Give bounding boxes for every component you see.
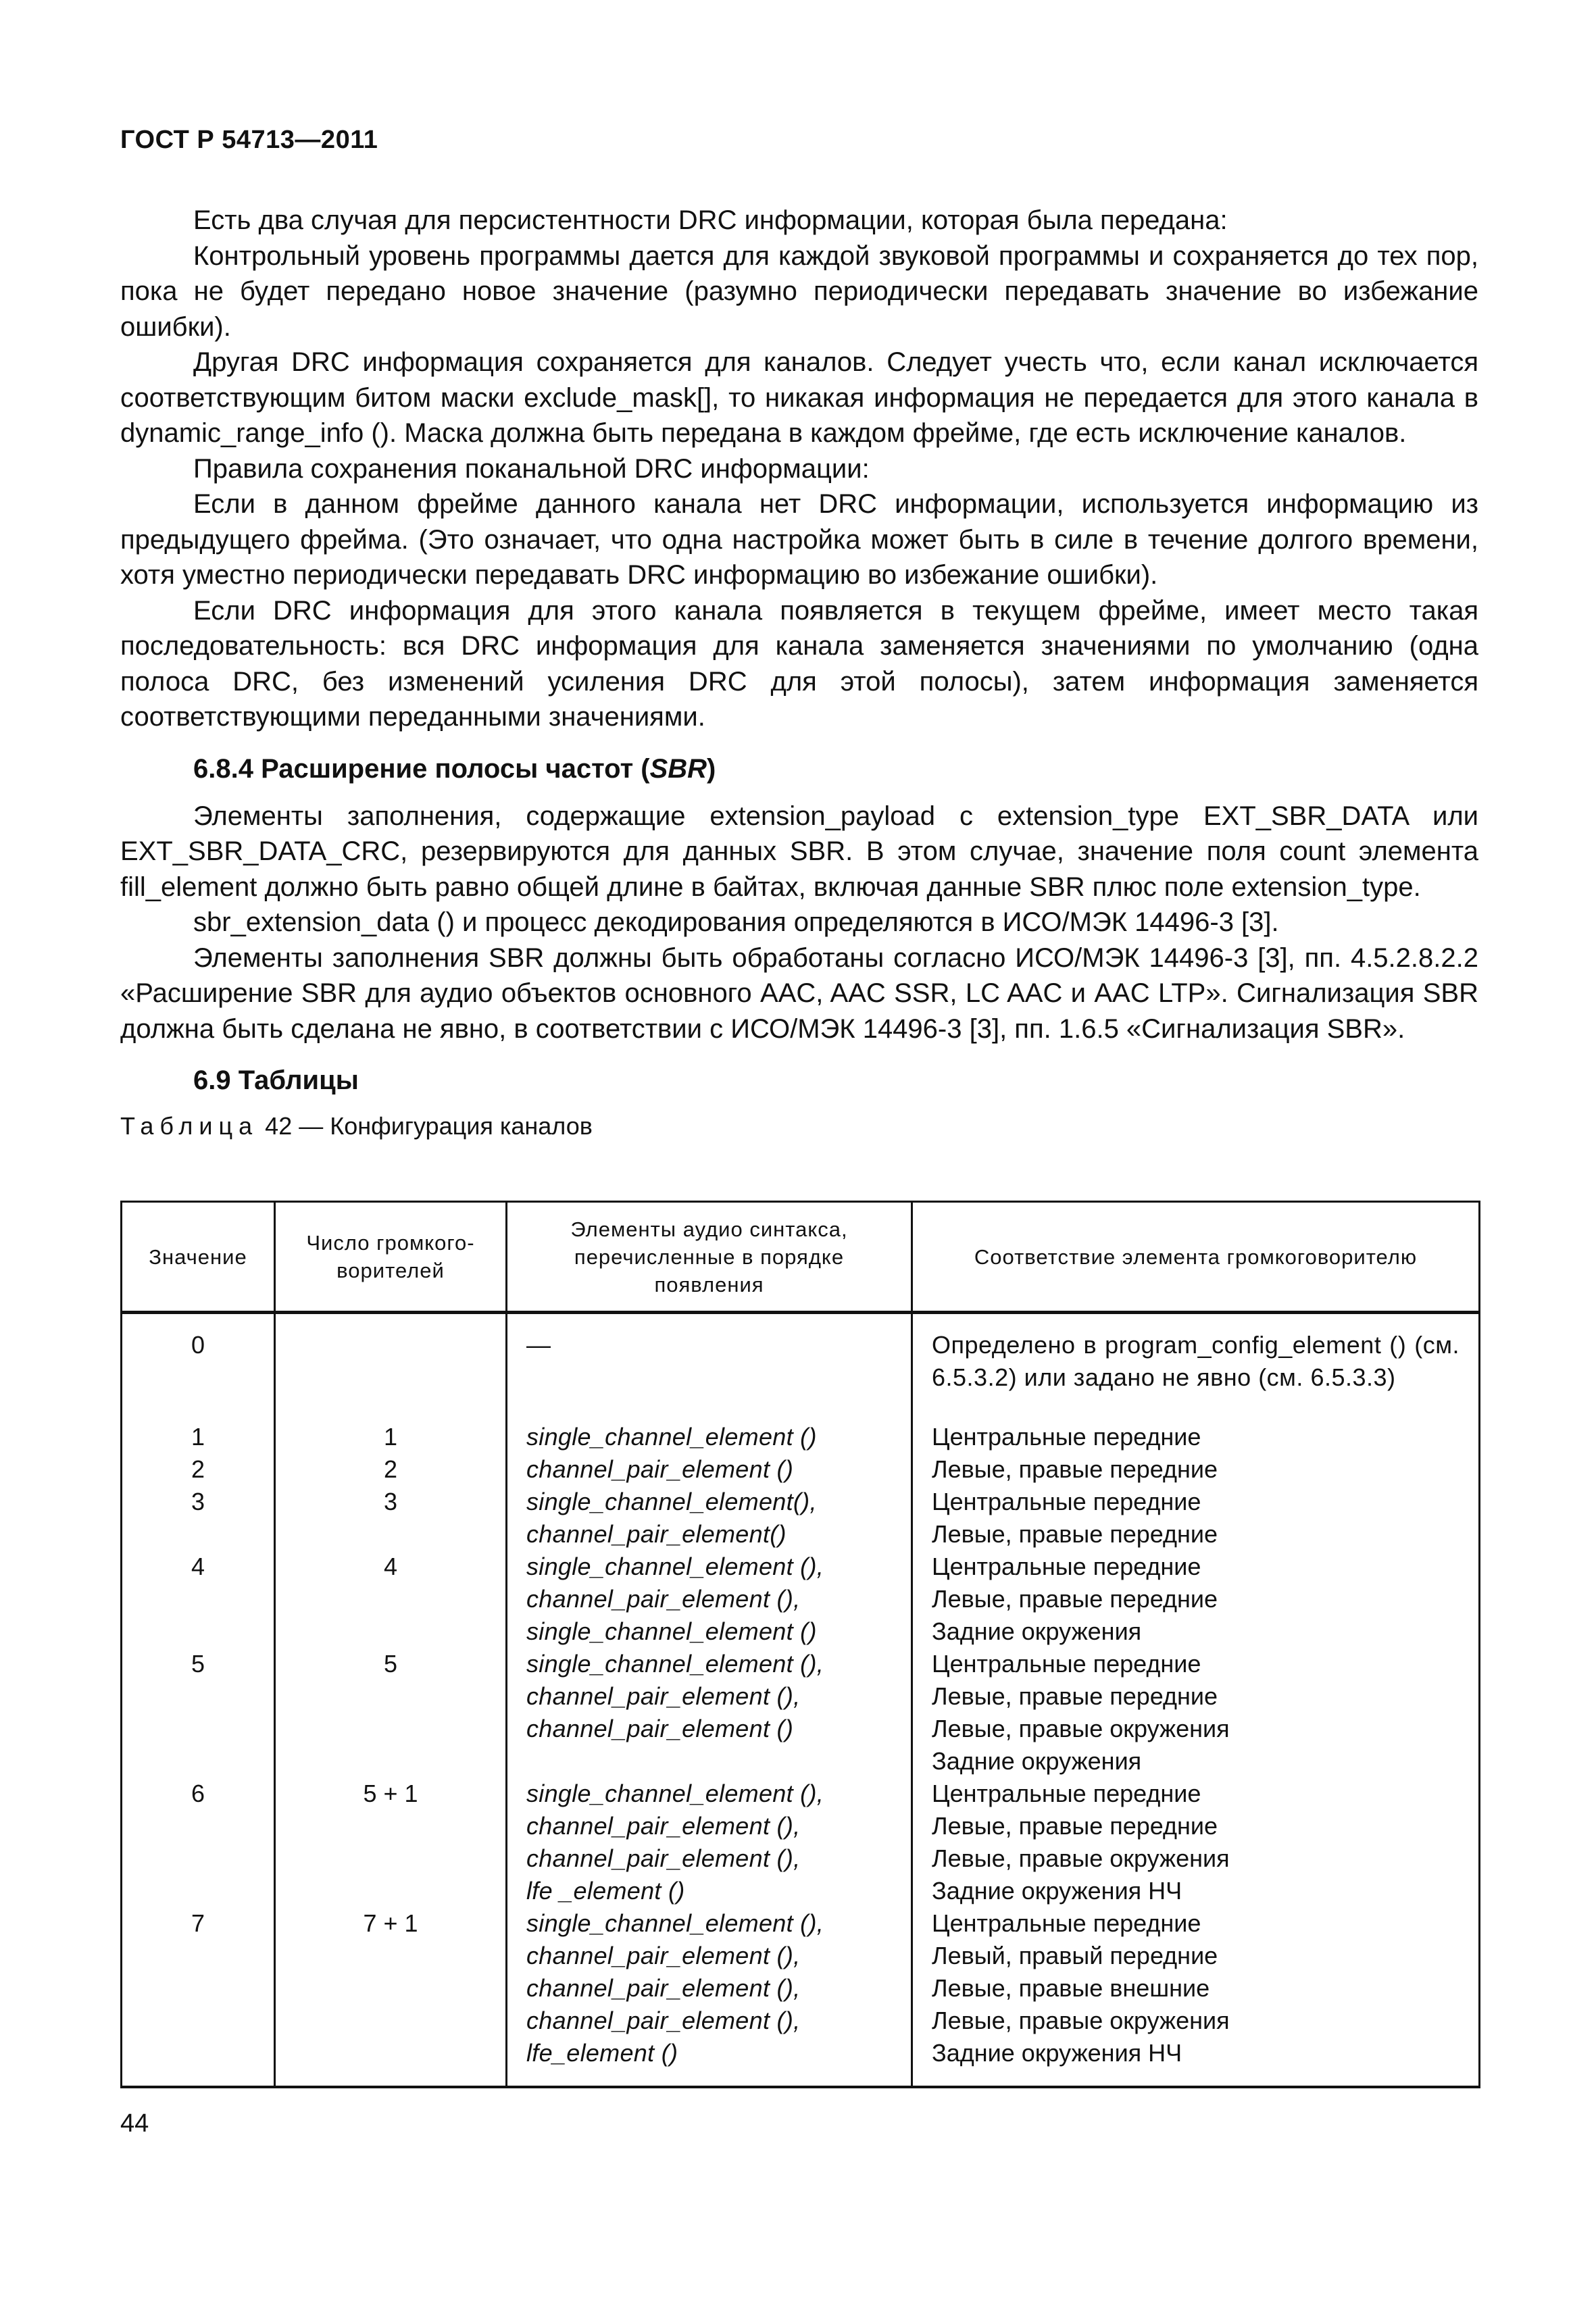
table-row [122, 1778, 1480, 1907]
table-row [122, 1907, 1480, 2087]
body-text [120, 203, 1478, 1142]
section-heading-6-8-4 [120, 749, 1478, 789]
document-code-header: ГОСТ Р 54713—2011 [120, 126, 378, 154]
header-mapping: Соответствие элемента громкоговорителю [912, 1202, 1480, 1313]
element-line: channel_pair_element (), [526, 1682, 801, 1710]
channel-configuration-table [120, 1201, 1480, 2088]
mapping-line: Левые, правые передние [932, 1520, 1218, 1548]
heading-prefix: 6.8.4 Расширение полосы частот ( [193, 753, 650, 784]
element-line: channel_pair_element (), [526, 1585, 801, 1613]
element-line: single_channel_element (), [526, 1553, 824, 1580]
table-row [122, 1453, 1480, 1486]
cell-speakers: 5 [275, 1648, 507, 1778]
mapping-line: Центральные передние [932, 1909, 1201, 1937]
cell-mapping [912, 1551, 1480, 1648]
paragraph: sbr_extension_data () и процесс декодирования определяются в ИСО/МЭК 14496-3 [3]. [193, 907, 1279, 937]
header-speakers: Число громкого-ворителей [275, 1202, 507, 1313]
heading-suffix: ) [707, 753, 716, 784]
mapping-line: Задние окружения НЧ [932, 2039, 1182, 2067]
mapping-line: Левые, правые передние [932, 1455, 1218, 1483]
element-line: channel_pair_element (), [526, 2007, 801, 2034]
table-caption-text: 42 — Конфигурация каналов [265, 1112, 593, 1140]
mapping-line: Левые, правые передние [932, 1585, 1218, 1613]
element-line: single_channel_element () [526, 1617, 817, 1645]
cell-value: 5 [122, 1648, 275, 1778]
element-line: channel_pair_element (), [526, 1844, 801, 1872]
cell-speakers: 3 [275, 1486, 507, 1551]
cell-speakers [275, 1313, 507, 1394]
table-row [122, 1648, 1480, 1778]
paragraph: Правила сохранения поканальной DRC информации: [193, 453, 870, 484]
paragraph: Другая DRC информация сохраняется для каналов. Следует учесть что, если канал исключается соответствующим битом маски exclude_mask[], то никакая информация не передается для этого канала в dynamic_range_info (). Маска должна быть передана в каждом фрейме, где есть исключение каналов. [120, 347, 1478, 448]
mapping-line: Левые, правые внешние [932, 1974, 1210, 2002]
cell-speakers: 4 [275, 1551, 507, 1648]
cell-elements [507, 1551, 912, 1648]
mapping-line: Левый, правый передние [932, 1942, 1218, 1969]
cell-value: 2 [122, 1453, 275, 1486]
cell-elements [507, 1907, 912, 2087]
table-header-row [122, 1202, 1480, 1313]
cell-mapping [912, 1486, 1480, 1551]
cell-value: 6 [122, 1778, 275, 1907]
element-line: single_channel_element(), [526, 1488, 817, 1515]
mapping-line: Центральные передние [932, 1780, 1201, 1807]
mapping-line: Задние окружения [932, 1747, 1142, 1775]
element-line: single_channel_element (), [526, 1909, 824, 1937]
element-line: channel_pair_element() [526, 1520, 787, 1548]
cell-value: 0 [122, 1313, 275, 1394]
cell-mapping [912, 1453, 1480, 1486]
section-heading-6-9: 6.9 Таблицы [193, 1065, 359, 1095]
cell-elements: — [507, 1313, 912, 1394]
table-row [122, 1394, 1480, 1453]
header-value: Значение [122, 1202, 275, 1313]
element-line: channel_pair_element () [526, 1455, 794, 1483]
element-line: channel_pair_element (), [526, 1942, 801, 1969]
cell-mapping [912, 1907, 1480, 2087]
paragraph: Если в данном фрейме данного канала нет DRC информации, используется информацию из предыдущего фрейма. (Это означает, что одна настройка может быть в силе в течение долгого времени, хотя уместно периодически передавать DRC информацию во избежание ошибки). [120, 489, 1478, 590]
element-line: single_channel_element (), [526, 1650, 824, 1678]
cell-speakers: 7 + 1 [275, 1907, 507, 2087]
element-line: single_channel_element (), [526, 1780, 824, 1807]
mapping-line: Левые, правые окружения [932, 1715, 1230, 1742]
mapping-line: Задние окружения НЧ [932, 1877, 1182, 1905]
heading-term: SBR [649, 753, 707, 784]
mapping-line: Левые, правые окружения [932, 1844, 1230, 1872]
paragraph: Элементы заполнения, содержащие extension_payload с extension_type EXT_SBR_DATA или EXT_SBR_DATA_CRC, резервируются для данных SBR. В этом случае, значение поля count элемента fill_element должно быть равно общей длине в байтах, включая данные SBR плюс поле extension_type. [120, 801, 1478, 902]
paragraph: Есть два случая для персистентности DRC информации, которая была передана: [193, 205, 1228, 235]
cell-speakers: 5 + 1 [275, 1778, 507, 1907]
element-line: channel_pair_element (), [526, 1812, 801, 1840]
cell-speakers: 2 [275, 1453, 507, 1486]
cell-elements [507, 1453, 912, 1486]
cell-mapping [912, 1648, 1480, 1778]
element-line: lfe _element () [526, 1877, 685, 1905]
mapping-line: Левые, правые передние [932, 1812, 1218, 1840]
cell-elements [507, 1394, 912, 1453]
cell-mapping [912, 1778, 1480, 1907]
table-row [122, 1486, 1480, 1551]
header-elements: Элементы аудио синтакса, перечисленные в порядке появления [507, 1202, 912, 1313]
paragraph: Контрольный уровень программы дается для каждой звуковой программы и сохраняется до тех пор, пока не будет передано новое значение (разумно периодически передавать значение во избежание ошибки). [120, 241, 1478, 342]
mapping-line: Центральные передние [932, 1553, 1201, 1580]
table-row [122, 1313, 1480, 1394]
mapping-line: Центральные передние [932, 1488, 1201, 1515]
element-line: channel_pair_element () [526, 1715, 794, 1742]
element-line [526, 1745, 892, 1778]
mapping-line: Левые, правые окружения [932, 2007, 1230, 2034]
mapping-line: Центральные передние [932, 1423, 1201, 1451]
cell-value: 1 [122, 1394, 275, 1453]
element-line: single_channel_element () [526, 1423, 817, 1451]
paragraph: Если DRC информация для этого канала появляется в текущем фрейме, имеет место такая последовательность: вся DRC информация для канала заменяется значениями по умолчанию (одна полоса DRC, без изменений усиления DRC для этой полосы), затем информация заменяется соответствующими переданными значениями. [120, 595, 1478, 732]
cell-value: 7 [122, 1907, 275, 2087]
cell-elements [507, 1486, 912, 1551]
mapping-line: Центральные передние [932, 1650, 1201, 1678]
page-number: 44 [120, 2109, 149, 2138]
cell-mapping [912, 1313, 1480, 1394]
mapping-text: Определено в program_config_element () (см. 6.5.3.2) или задано не явно (см. 6.5.3.3) [932, 1331, 1460, 1391]
paragraph: Элементы заполнения SBR должны быть обработаны согласно ИСО/МЭК 14496-3 [3], пп. 4.5.2.8.2.2 «Расширение SBR для аудио объектов основного AAC, AAC SSR, LC AAC и AAC LTP». Сигнализация SBR должна быть сделана не явно, в соответствии с ИСО/МЭК 14496-3 [3], пп. 1.6.5 «Сигнализация SBR». [120, 942, 1478, 1044]
table-caption-word: Таблица [120, 1112, 259, 1140]
cell-mapping [912, 1394, 1480, 1453]
table-row [122, 1551, 1480, 1648]
table-caption [120, 1110, 1478, 1142]
mapping-line: Задние окружения [932, 1617, 1142, 1645]
cell-elements [507, 1648, 912, 1778]
mapping-line: Левые, правые передние [932, 1682, 1218, 1710]
cell-elements [507, 1778, 912, 1907]
element-line: lfe_element () [526, 2039, 678, 2067]
cell-value: 3 [122, 1486, 275, 1551]
cell-speakers: 1 [275, 1394, 507, 1453]
element-line: channel_pair_element (), [526, 1974, 801, 2002]
cell-value: 4 [122, 1551, 275, 1648]
